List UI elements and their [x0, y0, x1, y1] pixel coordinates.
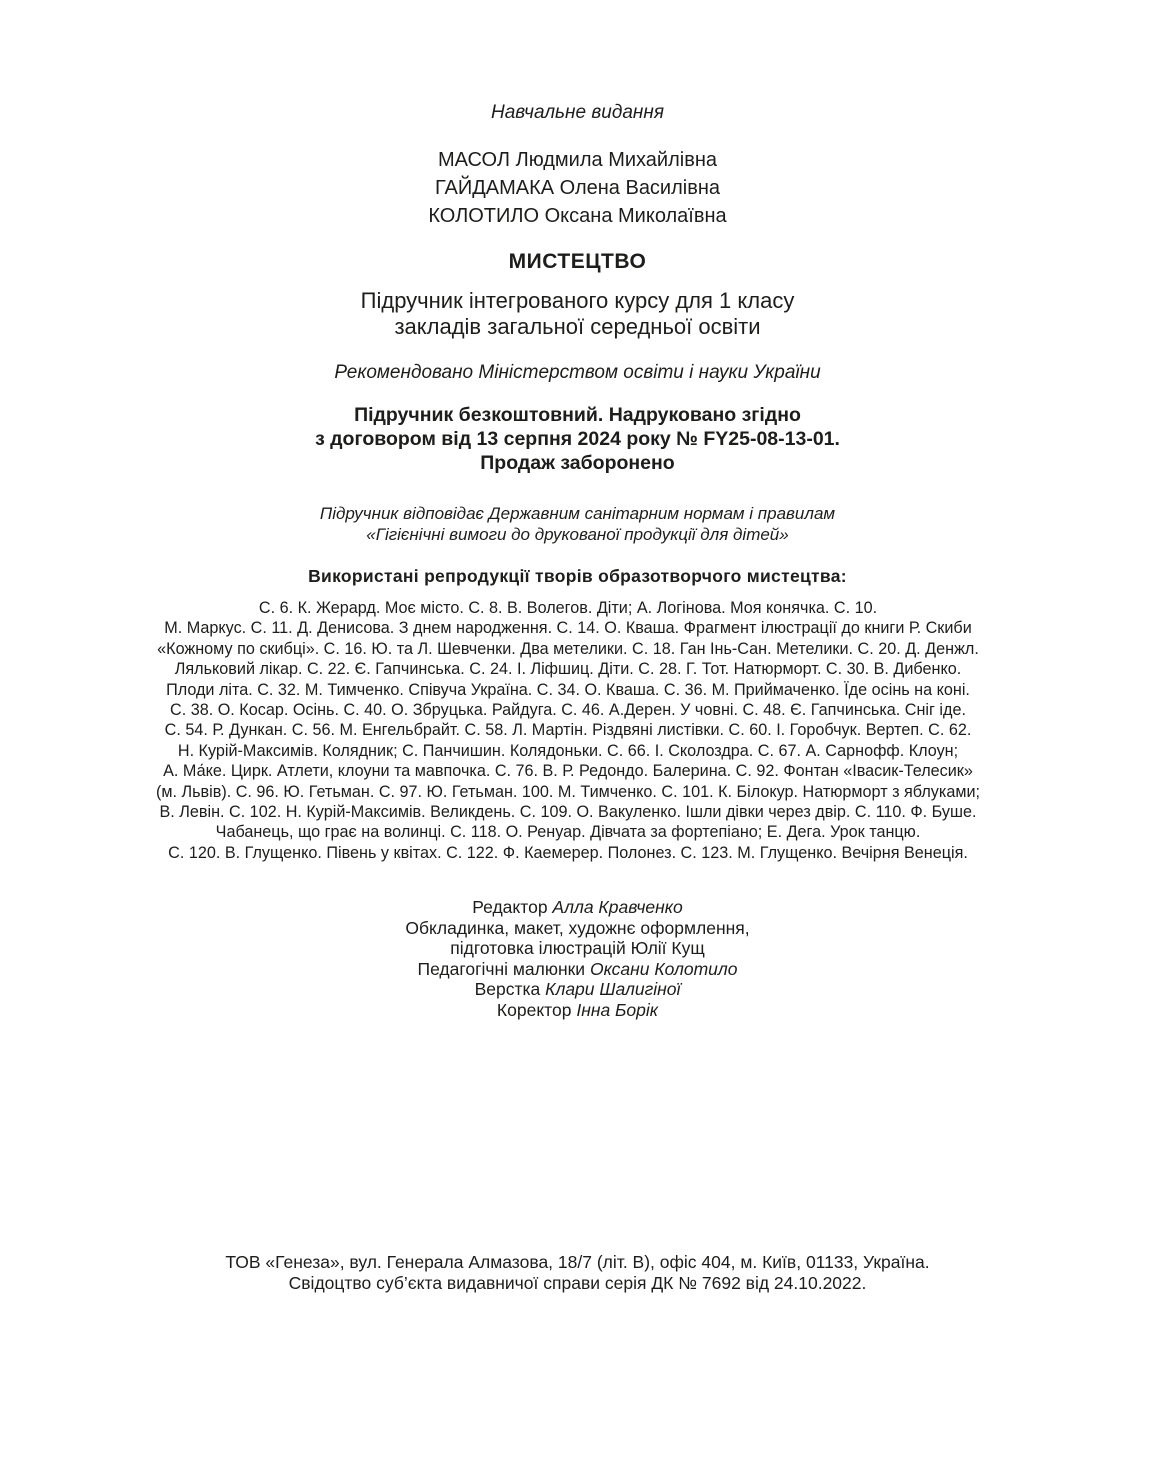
book-title: МИСТЕЦТВО [508, 250, 647, 273]
free-distribution-notice [0, 403, 1155, 475]
proofreader-credit [0, 1000, 1155, 1021]
notice-line: з договором від 13 серпня 2024 року № FY25-08-13-01. [315, 428, 840, 450]
credit-role: Верстка [474, 979, 546, 999]
reproductions-line: С. 6. К. Жерард. Моє місто. С. 8. В. Волегов. Діти; А. Логінова. Моя конячка. С. 10. [258, 599, 878, 617]
credit-name: Оксани Колотило [589, 958, 738, 979]
sanitary-line: «Гігієнічні вимоги до друкованої продукції для дітей» [366, 525, 789, 544]
credit-role: Редактор [472, 897, 553, 917]
reproductions-line: Чабанець, що грає на волинці. С. 118. О. Ренуар. Дівчата за фортепіано; Е. Дега. Урок танцю. [215, 823, 921, 842]
subtitle-line: Підручник інтегрованого курсу для 1 класу [360, 288, 795, 313]
subtitle-line: закладів загальної середньої освіти [394, 314, 761, 339]
reproductions-line: Н. Курій-Максимів. Колядник; С. Панчишин. Колядоньки. С. 66. І. Сколоздра. С. 67. А. Сарнофф. Клоун; [177, 741, 959, 760]
drawings-credit [0, 959, 1155, 980]
reproductions-line: «Кожному по скибці». С. 16. Ю. та Л. Шевченки. Два метелики. С. 18. Ган Інь-Сан. Метелики. С. 20. Д. Денжл. [157, 639, 979, 658]
reproductions-line: Ляльковий лікар. С. 22. Є. Гапчинська. С. 24. І. Ліфшиц. Діти. С. 28. Г. Тот. Натюрморт. С. 30. В. Дибенко. [174, 660, 962, 679]
sanitary-line: Підручник відповідає Державним санітарним нормам і правилам [319, 504, 836, 523]
credit-name: Юлії Кущ [630, 938, 705, 958]
reproductions-line: С. 120. В. Глущенко. Півень у квітах. С. 122. Ф. Каемерер. Полонез. С. 123. М. Глущенко. Вечірня Венеція. [168, 843, 968, 862]
edition-type: Навчальне видання [491, 102, 664, 123]
reproductions-line: Плоди літа. С. 32. М. Тимченко. Співуча Україна. С. 34. О. Кваша. С. 36. М. Приймаченко. Їде осінь на коні. [166, 680, 970, 699]
credit-name: Інна Борік [576, 999, 659, 1020]
notice-line: Продаж заборонено [480, 452, 675, 474]
sanitary-compliance-note [0, 503, 1155, 545]
credit-role: підготовка ілюстрацій [450, 938, 631, 958]
authors-block [0, 146, 1155, 230]
credit-name: Клари Шалигіної [545, 979, 681, 999]
reproductions-heading: Використані репродукції творів образотворчого мистецтва: [308, 566, 847, 586]
reproductions-list [88, 598, 1048, 863]
reproductions-line: А. Ма́ке. Цирк. Атлети, клоуни та мавпочка. С. 76. В. Р. Редондо. Балерина. С. 92. Фонтан «Івасик-Телесик» [163, 762, 973, 781]
recommendation-note: Рекомендовано Міністерством освіти і науки України [334, 362, 821, 383]
book-subtitle [0, 288, 1155, 340]
publisher-info [0, 1252, 1155, 1294]
notice-line: Підручник безкоштовний. Надруковано згідно [354, 404, 801, 426]
reproductions-line: (м. Львів). С. 96. Ю. Гетьман. С. 97. Ю. Гетьман. 100. М. Тимченко. С. 101. К. Білокур. Натюрморт з яблуками; [155, 782, 980, 801]
publisher-line: ТОВ «Генеза», вул. Генерала Алмазова, 18/7 (літ. В), офіс 404, м. Київ, 01133, Україна. [225, 1252, 930, 1272]
reproductions-line: С. 54. Р. Дункан. С. 56. М. Енгельбрайт. С. 58. Л. Мартін. Різдвяні листівки. С. 60. І. Горобчук. Вертеп. С. 62. [164, 721, 972, 740]
publisher-line: Свідоцтво суб’єкта видавничої справи серія ДК № 7692 від 24.10.2022. [288, 1273, 867, 1293]
credit-name: Алла Кравченко [552, 897, 683, 917]
credit-role: Педагогічні малюнки [417, 958, 590, 979]
author-name: КОЛОТИЛО Оксана Миколаївна [428, 205, 727, 227]
reproductions-line: С. 38. О. Косар. Осінь. С. 40. О. Збруцька. Райдуга. С. 46. А.Дерен. У човні. С. 48. Є. Гапчинська. Сніг іде. [170, 701, 966, 720]
reproductions-line: М. Маркус. С. 11. Д. Денисова. З днем народження. С. 14. О. Кваша. Фрагмент ілюстрації до книги Р. Скиби [164, 619, 972, 638]
credit-role: Коректор [496, 999, 577, 1020]
reproductions-line: В. Левін. С. 102. Н. Курій-Максимів. Великдень. С. 109. О. Вакуленко. Ішли дівки через двір. С. 110. Ф. Буше. [159, 803, 977, 822]
author-name: МАСОЛ Людмила Михайлівна [437, 149, 717, 171]
design-credit: Обкладинка, макет, художнє оформлення, [405, 917, 750, 938]
layout-credit [0, 979, 1155, 1000]
illustrations-credit [0, 938, 1155, 959]
author-name: ГАЙДАМАКА Олена Василівна [434, 177, 721, 199]
editor-credit [0, 897, 1155, 918]
credits-block [0, 897, 1155, 1020]
